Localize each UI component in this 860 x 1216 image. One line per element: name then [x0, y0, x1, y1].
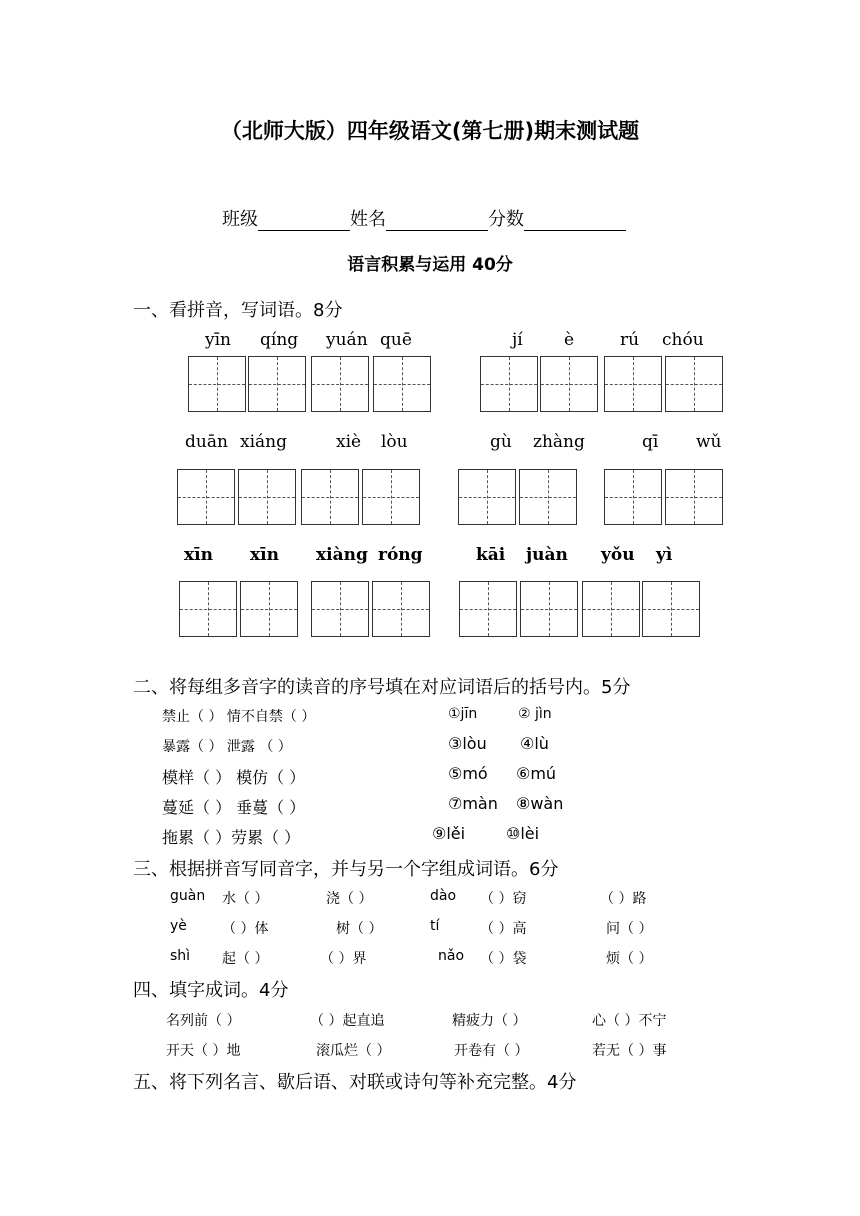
fill-item: （ ）高	[480, 921, 527, 937]
fill-item: （ ）体	[222, 921, 269, 937]
section-3-heading: 三、根据拼音写同音字，并与另一个字组成词语。6分	[133, 859, 559, 880]
section-1-heading: 一、看拼音，写词语。8分	[133, 300, 343, 321]
reading-option: ⑥mú	[516, 764, 557, 783]
pinyin: xiè	[336, 432, 362, 452]
reading-option: ⑤mó	[448, 764, 488, 783]
idiom-item: 精疲力（ ）	[452, 1013, 527, 1029]
page-title: （北师大版）四年级语文(第七册)期末测试题	[220, 119, 640, 143]
writing-box[interactable]	[311, 356, 369, 412]
writing-box[interactable]	[373, 356, 431, 412]
score-label: 分数	[488, 209, 524, 230]
pinyin: juàn	[526, 545, 568, 565]
pinyin-prompt: dào	[430, 888, 457, 904]
pinyin: xiáng	[240, 432, 287, 452]
fill-item: 起（ ）	[222, 951, 269, 967]
score-blank	[524, 210, 626, 231]
reading-option: ⑧wàn	[516, 794, 564, 813]
writing-box[interactable]	[520, 581, 578, 637]
writing-box[interactable]	[177, 469, 235, 525]
writing-box[interactable]	[248, 356, 306, 412]
pinyin-prompt: nǎo	[438, 948, 465, 964]
fill-item: （ ）窃	[480, 891, 527, 907]
pinyin: xiàng	[316, 545, 368, 565]
reading-option: ③lòu	[448, 734, 487, 753]
polyphone-words: 模样（ ） 模仿（ ）	[162, 768, 306, 787]
idiom-item: 滚瓜烂（ ）	[316, 1043, 391, 1059]
writing-box[interactable]	[372, 581, 430, 637]
section-5-heading: 五、将下列名言、歇后语、对联或诗句等补充完整。4分	[133, 1072, 577, 1093]
writing-box[interactable]	[179, 581, 237, 637]
section-2-heading: 二、将每组多音字的读音的序号填在对应词语后的括号内。5分	[133, 677, 631, 698]
writing-box[interactable]	[540, 356, 598, 412]
fill-item: （ ）袋	[480, 951, 527, 967]
pinyin: qī	[642, 432, 659, 452]
polyphone-words: 蔓延（ ） 垂蔓（ ）	[162, 798, 306, 817]
pinyin: zhàng	[533, 432, 585, 452]
polyphone-words: 禁止（ ） 情不自禁（ ）	[162, 709, 316, 725]
pinyin: rú	[620, 330, 640, 350]
pinyin: lòu	[381, 432, 408, 452]
pinyin: yuán	[326, 330, 368, 350]
reading-option: ⑩lèi	[506, 824, 540, 843]
writing-box[interactable]	[240, 581, 298, 637]
fill-item: 问（ ）	[606, 921, 653, 937]
fill-item: 水（ ）	[222, 891, 269, 907]
writing-box[interactable]	[480, 356, 538, 412]
student-info	[222, 205, 626, 231]
pinyin: róng	[378, 545, 423, 565]
pinyin-prompt: shì	[170, 948, 191, 964]
polyphone-words: 暴露（ ） 泄露 （ ）	[162, 739, 292, 755]
pinyin: chóu	[662, 330, 704, 350]
idiom-item: 心（ ）不宁	[592, 1013, 667, 1029]
writing-box[interactable]	[665, 469, 723, 525]
pinyin: duān	[185, 432, 228, 452]
writing-box[interactable]	[604, 356, 662, 412]
writing-box[interactable]	[519, 469, 577, 525]
name-blank	[386, 210, 488, 231]
writing-box[interactable]	[459, 581, 517, 637]
idiom-item: 开天（ ）地	[166, 1043, 241, 1059]
writing-box[interactable]	[582, 581, 640, 637]
idiom-item: 开卷有（ ）	[454, 1043, 529, 1059]
pinyin: qíng	[260, 330, 299, 350]
reading-option: ② jìn	[518, 706, 552, 722]
pinyin: quē	[380, 330, 412, 350]
pinyin: jí	[512, 330, 523, 350]
writing-box[interactable]	[311, 581, 369, 637]
writing-box[interactable]	[188, 356, 246, 412]
reading-option: ①jīn	[448, 706, 478, 722]
writing-box[interactable]	[458, 469, 516, 525]
fill-item: （ ）路	[600, 891, 647, 907]
writing-box[interactable]	[642, 581, 700, 637]
fill-item: 树（ ）	[336, 921, 383, 937]
pinyin-prompt: yè	[170, 918, 187, 934]
writing-box[interactable]	[301, 469, 359, 525]
pinyin: è	[564, 330, 575, 350]
reading-option: ④lù	[520, 734, 549, 753]
pinyin: xīn	[250, 545, 279, 565]
pinyin: kāi	[476, 545, 506, 565]
writing-box[interactable]	[604, 469, 662, 525]
class-blank	[258, 210, 350, 231]
class-label: 班级	[222, 209, 258, 230]
pinyin: wǔ	[696, 432, 722, 452]
reading-option: ⑦màn	[448, 794, 498, 813]
pinyin-prompt: tí	[430, 918, 440, 934]
pinyin: yì	[656, 545, 673, 565]
writing-box[interactable]	[665, 356, 723, 412]
section-subtitle: 语言积累与运用 40分	[347, 255, 513, 275]
reading-option: ⑨lěi	[432, 824, 466, 843]
fill-item: 烦（ ）	[606, 951, 653, 967]
writing-box[interactable]	[238, 469, 296, 525]
writing-box[interactable]	[362, 469, 420, 525]
idiom-item: 若无（ ）事	[592, 1043, 667, 1059]
pinyin: gù	[490, 432, 512, 452]
fill-item: 浇（ ）	[326, 891, 373, 907]
idiom-item: （ ）起直追	[310, 1013, 385, 1029]
section-4-heading: 四、填字成词。4分	[133, 980, 289, 1001]
pinyin: yīn	[205, 330, 231, 350]
pinyin: yǒu	[601, 545, 635, 565]
idiom-item: 名列前（ ）	[166, 1013, 241, 1029]
fill-item: （ ）界	[320, 951, 367, 967]
pinyin: xīn	[184, 545, 213, 565]
pinyin-prompt: guàn	[170, 888, 206, 904]
name-label: 姓名	[350, 209, 386, 230]
polyphone-words: 拖累（ ）劳累（ ）	[162, 828, 301, 847]
